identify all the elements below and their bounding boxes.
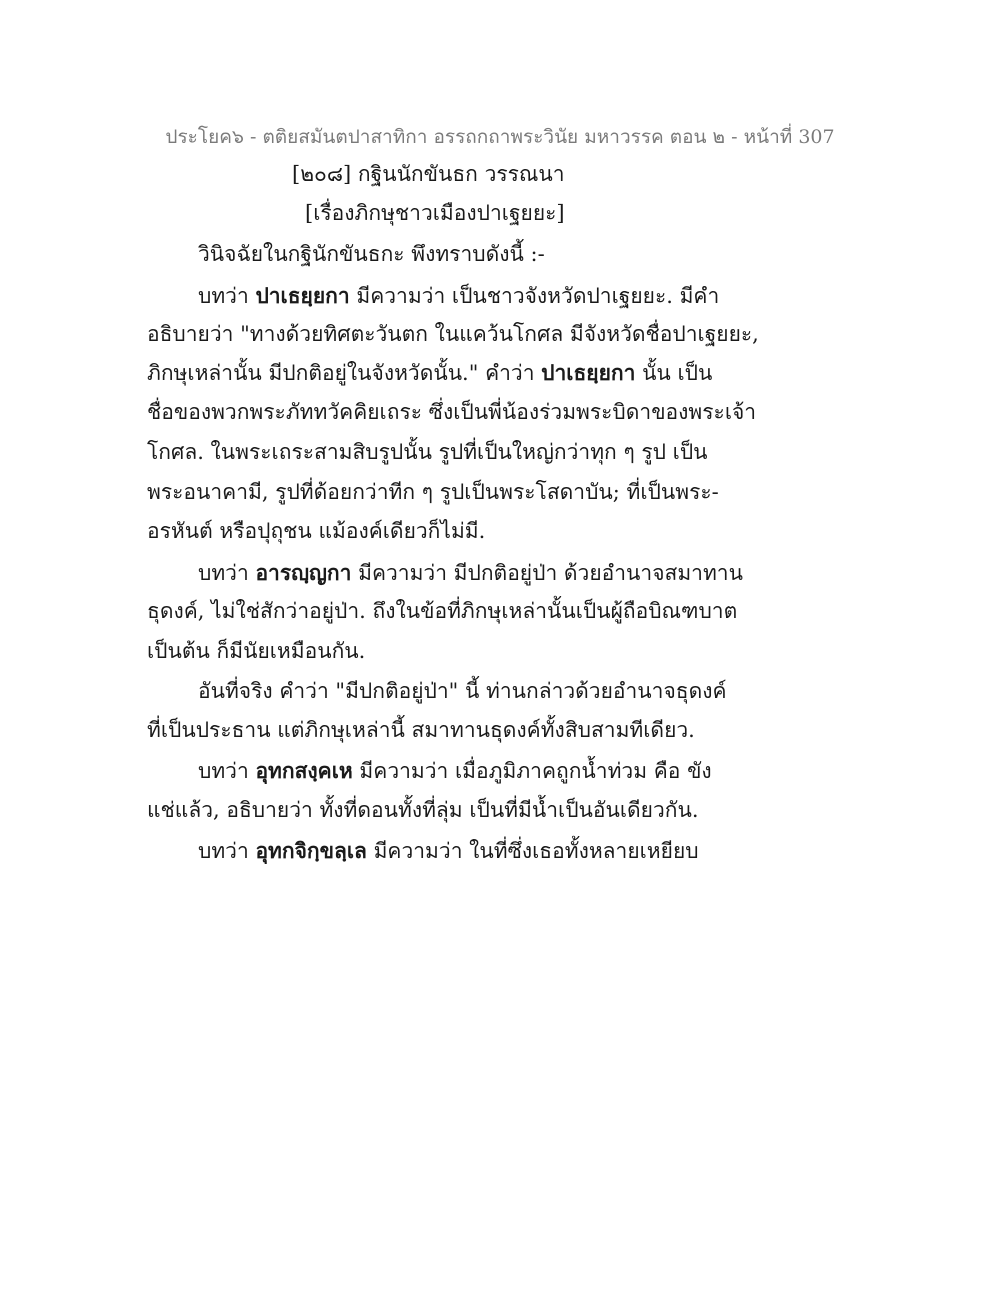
pali-term: อารญฺญกา (255, 560, 352, 585)
paragraph-line: อรหันต์ หรือปุถุชน แม้องค์เดียวก็ไม่มี. (147, 519, 486, 543)
paragraph-line: พระอนาคามี, รูปที่ด้อยกว่าทีก ๆ รูปเป็นพระโสดาบัน; ที่เป็นพระ- (147, 480, 719, 504)
text-span: มีความว่า มีปกติอยู่ป่า ด้วยอำนาจสมาทาน (351, 561, 743, 585)
paragraph-line (147, 359, 712, 387)
paragraph-line: ที่เป็นประธาน แต่ภิกษุเหล่านี้ สมาทานธุดงค์ทั้งสิบสามทีเดียว. (147, 718, 695, 742)
text-span: บทว่า (198, 561, 256, 585)
text-span: บทว่า (198, 839, 256, 863)
paragraph-line: อันที่จริง คำว่า "มีปกติอยู่ป่า" นี้ ท่านกล่าวด้วยอำนาจธุดงค์ (198, 679, 727, 703)
paragraph-line: อธิบายว่า "ทางด้วยทิศตะวันตก ในแคว้นโกศล มีจังหวัดชื่อปาเฐยยะ, (147, 322, 759, 346)
paragraph-line: เป็นต้น ก็มีนัยเหมือนกัน. (147, 639, 366, 663)
text-span: ภิกษุเหล่านั้น มีปกติอยู่ในจังหวัดนั้น." คำว่า (147, 361, 542, 385)
text-span: มีความว่า เมื่อภูมิภาคถูกน้ำท่วม คือ ขัง (352, 759, 712, 783)
pali-term: ปาเธยฺยกา (255, 283, 350, 308)
paragraph-line: ธุดงค์, ไม่ใช่สักว่าอยู่ป่า. ถึงในข้อที่ภิกษุเหล่านั้นเป็นผู้ถือบิณฑบาต (147, 599, 738, 623)
text-span: บทว่า (198, 759, 256, 783)
pali-term: อุทกจิกฺขลฺเล (255, 838, 367, 863)
text-span: นั้น เป็น (635, 361, 713, 385)
pali-term: ปาเธยฺยกา (541, 360, 636, 385)
text-span: มีความว่า เป็นชาวจังหวัดปาเฐยยะ. มีคำ (349, 284, 720, 308)
paragraph-line (198, 757, 712, 785)
paragraph-line (198, 282, 719, 310)
text-span: มีความว่า ในที่ซึ่งเธอทั้งหลายเหยียบ (366, 839, 699, 863)
section-subheading: [เรื่องภิกษุชาวเมืองปาเฐยยะ] (305, 201, 565, 225)
text-span: บทว่า (198, 284, 256, 308)
pali-term: อุทกสงฺคเห (255, 758, 353, 783)
paragraph-line (198, 837, 699, 865)
paragraph-line (198, 559, 743, 587)
paragraph-line: โกศล. ในพระเถระสามสิบรูปนั้น รูปที่เป็นใหญ่กว่าทุก ๆ รูป เป็น (147, 440, 708, 464)
section-heading: [๒๐๘] กฐินนักขันธก วรรณนา (292, 162, 565, 186)
intro-line: วินิจฉัยในกฐินักขันธกะ พึงทราบดังนี้ :- (198, 242, 545, 266)
paragraph-line: แช่แล้ว, อธิบายว่า ทั้งที่ดอนทั้งที่ลุ่ม เป็นที่มีน้ำเป็นอันเดียวกัน. (147, 798, 699, 822)
paragraph-line: ชื่อของพวกพระภัททวัคคิยเถระ ซึ่งเป็นพี่น้องร่วมพระบิดาของพระเจ้า (147, 400, 757, 424)
running-header: ประโยค๖ - ตติยสมันตปาสาทิกา อรรถกถาพระวินัย มหาวรรค ตอน ๒ - หน้าที่ 307 (165, 126, 835, 148)
